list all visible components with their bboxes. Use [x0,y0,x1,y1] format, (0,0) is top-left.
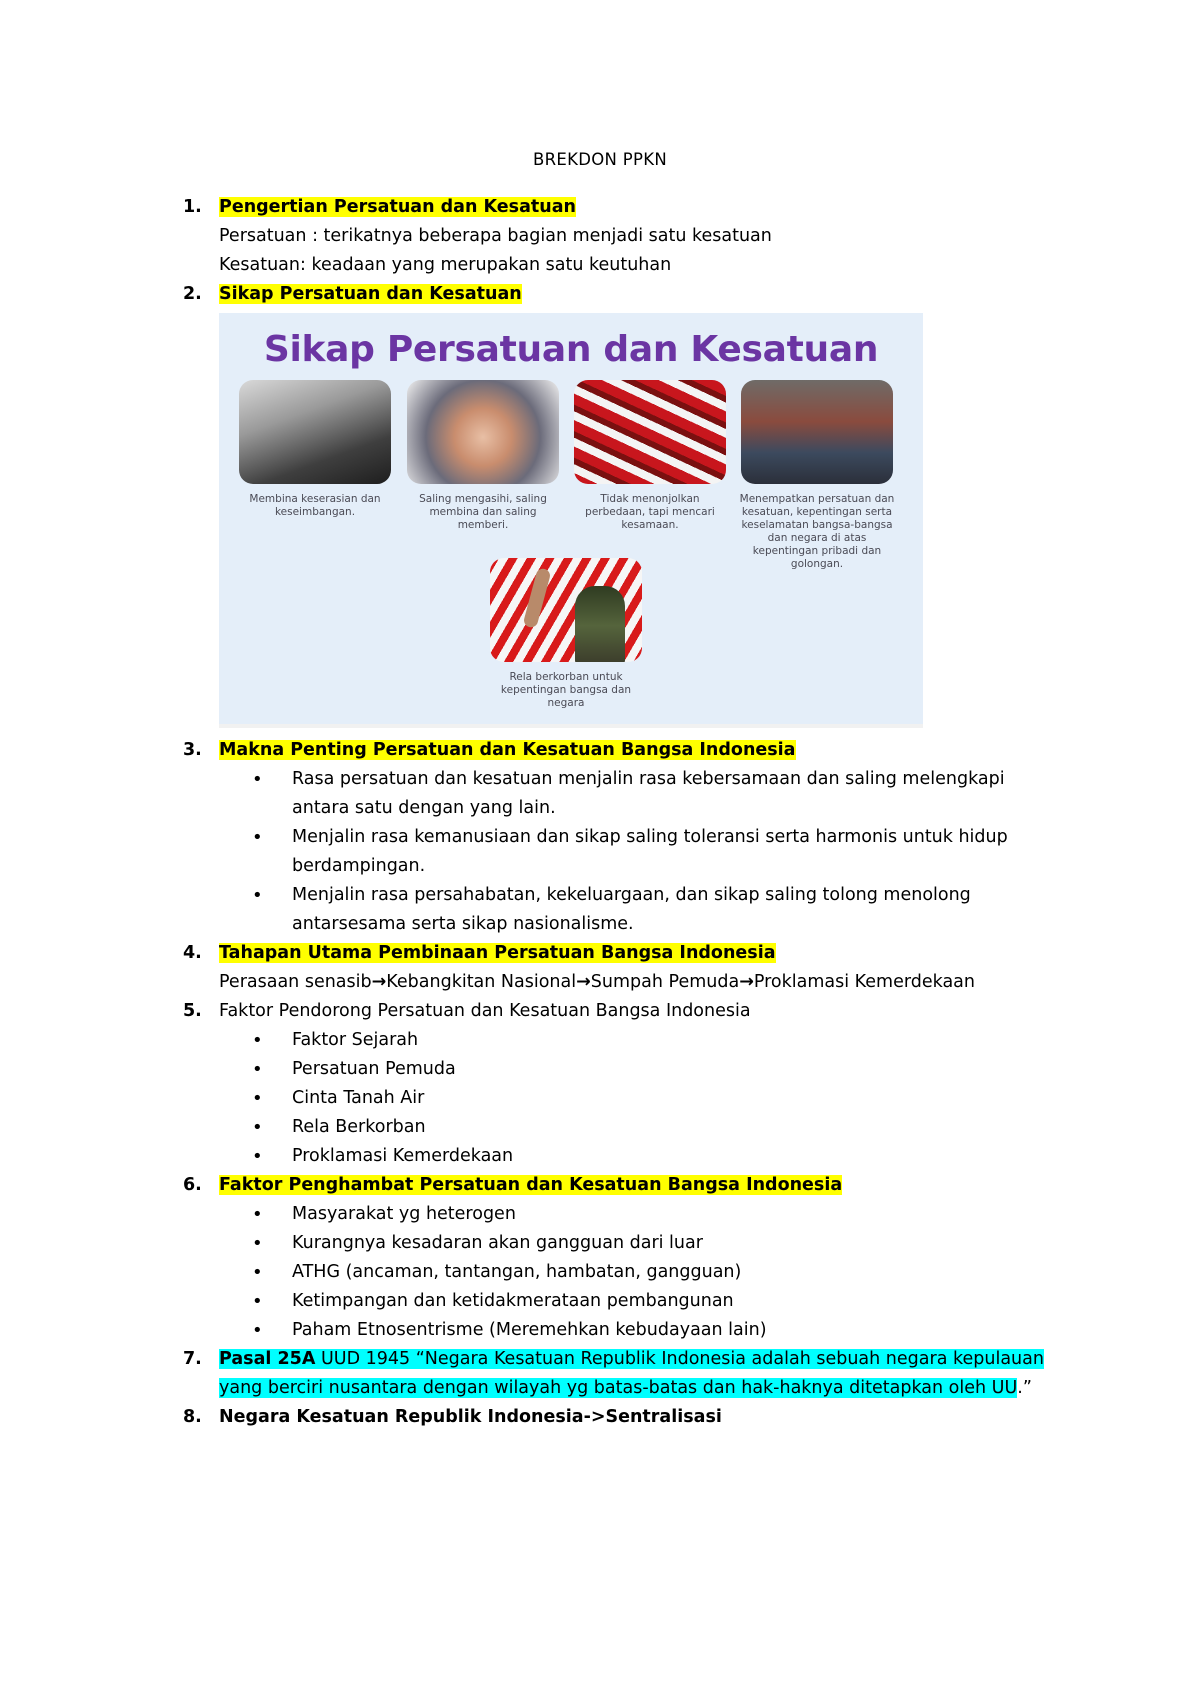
list-item: • Faktor Sejarah [219,1026,1083,1055]
list-item: • Masyarakat yg heterogen [219,1200,1083,1229]
infographic-title: Sikap Persatuan dan Kesatuan [263,329,879,370]
bullet-list [219,1200,1083,1345]
list-item: • Persatuan Pemuda [219,1055,1083,1084]
arrow-right-icon: → [371,972,387,992]
section-number: 1. [183,197,202,217]
document-title: BREKDON PPKN [533,150,667,169]
section-heading: Sikap Persatuan dan Kesatuan [219,284,522,304]
stage-step: Perasaan senasib [219,972,372,992]
section-4 [183,939,1083,997]
nun-photo-icon [407,380,559,484]
section-heading: Tahapan Utama Pembinaan Persatuan Bangsa Indonesia [219,943,776,963]
stage-step: Sumpah Pemuda [590,972,740,992]
section-heading: Pengertian Persatuan dan Kesatuan [219,197,576,217]
list-item: • Kurangnya kesadaran akan gangguan dari luar [219,1229,1083,1258]
bullet-list [219,1026,1083,1171]
list-item: • ATHG (ancaman, tantangan, hambatan, gangguan) [219,1258,1083,1287]
document-body [183,193,1083,1432]
arrow-right-icon: → [576,972,591,992]
section-heading: Faktor Penghambat Persatuan dan Kesatuan Bangsa Indonesia [219,1175,843,1195]
section-number: 2. [183,284,202,304]
bullet-list [219,765,1083,939]
list-item: • Menjalin rasa persahabatan, kekeluargaan, dan sikap saling tolong menolong antarsesama serta sikap nasionalisme. [219,881,1083,939]
list-item: • Rela Berkorban [219,1113,1083,1142]
soekarno-photo-icon [239,380,391,484]
arrow-right-icon: → [739,972,754,992]
section-heading: Faktor Pendorong Persatuan dan Kesatuan Bangsa Indonesia [219,1001,751,1021]
section-5 [183,997,1083,1171]
parliament-photo-icon [741,380,893,484]
infographic-caption: Membina keserasian dan keseimbangan. [249,493,381,518]
stage-sequence [219,968,1083,997]
pasal-label: Pasal 25A [219,1349,316,1369]
infographic-caption: Menempatkan persatuan dan kesatuan, kepentingan serta keselamatan bangsa-bangsa dan negara di atas kepentingan pribadi dan golongan. [739,493,895,570]
stage-step: Proklamasi Kemerdekaan [753,972,975,992]
section-number: 5. [183,1001,202,1021]
list-item: • Paham Etnosentrisme (Meremehkan kebudayaan lain) [219,1316,1083,1345]
infographic-caption: Saling mengasihi, saling membina dan saling memberi. [419,493,547,531]
list-item: • Ketimpangan dan ketidakmerataan pembangunan [219,1287,1083,1316]
infographic-caption: Tidak menonjolkan perbedaan, tapi mencari kesamaan. [585,493,715,531]
section-number: 4. [183,943,202,963]
list-item: • Rasa persatuan dan kesatuan menjalin rasa kebersamaan dan saling melengkapi antara satu dengan yang lain. [219,765,1083,823]
list-item: • Cinta Tanah Air [219,1084,1083,1113]
hero-photo-icon [490,558,642,662]
section-8 [183,1403,1083,1432]
section-number: 6. [183,1175,202,1195]
section-heading: Makna Penting Persatuan dan Kesatuan Bangsa Indonesia [219,740,796,760]
section-3 [183,736,1083,939]
section-number: 8. [183,1407,202,1427]
definition-line: Kesatuan: keadaan yang merupakan satu keutuhan [219,255,672,275]
section-2 [183,280,1083,728]
section-7 [183,1345,1083,1403]
flag-crowd-photo-icon [574,380,726,484]
section-1 [183,193,1083,280]
section-number: 7. [183,1349,202,1369]
stage-step: Kebangkitan Nasional [386,972,577,992]
section-number: 3. [183,740,202,760]
section-6 [183,1171,1083,1345]
section-heading: Negara Kesatuan Republik Indonesia->Sentralisasi [219,1407,722,1427]
definition-line: Persatuan : terikatnya beberapa bagian menjadi satu kesatuan [219,226,772,246]
quote-end: .” [1017,1378,1032,1398]
pasal-quote-line: yang berciri nusantara dengan wilayah yg batas-batas dan hak-haknya ditetapkan oleh UU [219,1378,1018,1398]
pasal-quote-line: Pasal 25A UUD 1945 “Negara Kesatuan Republik Indonesia adalah sebuah negara kepulauan [219,1349,1044,1369]
list-item: • Menjalin rasa kemanusiaan dan sikap saling toleransi serta harmonis untuk hidup berdampingan. [219,823,1083,881]
infographic-image [219,313,923,728]
list-item: • Proklamasi Kemerdekaan [219,1142,1083,1171]
infographic-caption: Rela berkorban untuk kepentingan bangsa dan negara [500,671,632,709]
